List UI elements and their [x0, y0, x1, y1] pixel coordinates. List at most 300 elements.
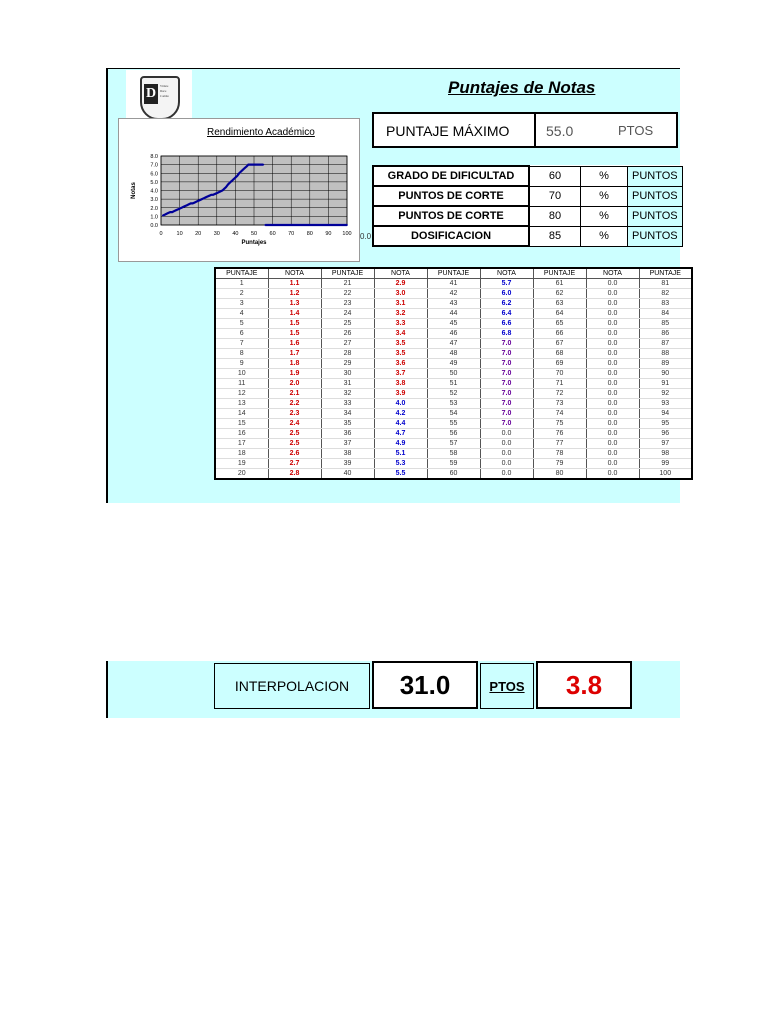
nota-cell: 0.0	[586, 449, 639, 459]
y-tick-label: 5.0	[150, 179, 158, 186]
nota-cell: 4.0	[374, 399, 427, 409]
nota-cell: 3.4	[374, 329, 427, 339]
param-label: GRADO DE DIFICULTAD	[373, 166, 529, 186]
param-value[interactable]: 70	[529, 186, 581, 206]
nota-cell: 3.1	[374, 299, 427, 309]
data-point	[257, 164, 259, 166]
nota-cell: 0.0	[586, 279, 639, 289]
puntaje-cell: 62	[533, 289, 586, 299]
puntaje-cell: 75	[533, 419, 586, 429]
data-point	[281, 224, 283, 226]
puntaje-cell: 20	[215, 469, 268, 480]
nota-cell: 0.0	[586, 339, 639, 349]
puntaje-cell: 46	[427, 329, 480, 339]
puntaje-cell: 66	[533, 329, 586, 339]
column-header: PUNTAJE	[533, 268, 586, 279]
param-unit: PUNTOS	[628, 186, 683, 206]
puntaje-cell: 73	[533, 399, 586, 409]
puntaje-cell: 59	[427, 459, 480, 469]
data-point	[179, 208, 181, 210]
nota-cell: 0.0	[586, 389, 639, 399]
data-point	[328, 224, 330, 226]
nota-cell: 0.0	[480, 429, 533, 439]
param-percent: %	[581, 186, 628, 206]
param-percent: %	[581, 206, 628, 226]
puntaje-cell: 57	[427, 439, 480, 449]
puntaje-cell: 98	[639, 449, 692, 459]
puntaje-cell: 38	[321, 449, 374, 459]
nota-cell: 2.5	[268, 429, 321, 439]
table-row	[215, 449, 692, 459]
nota-cell: 6.2	[480, 299, 533, 309]
param-row	[373, 166, 682, 186]
puntaje-cell: 68	[533, 349, 586, 359]
puntaje-cell: 69	[533, 359, 586, 369]
data-point	[270, 224, 272, 226]
data-point	[300, 224, 302, 226]
data-point	[262, 164, 264, 166]
column-header: PUNTAJE	[215, 268, 268, 279]
data-point	[218, 191, 220, 193]
puntaje-cell: 53	[427, 399, 480, 409]
scores-table	[214, 267, 693, 480]
nota-cell: 0.0	[480, 449, 533, 459]
nota-cell: 2.5	[268, 439, 321, 449]
data-point	[285, 224, 287, 226]
table-row	[215, 409, 692, 419]
data-point	[337, 224, 339, 226]
nota-cell: 1.6	[268, 339, 321, 349]
data-point	[249, 164, 251, 166]
puntaje-cell: 33	[321, 399, 374, 409]
data-point	[216, 192, 218, 194]
logo-motto-1: Virtute	[160, 84, 169, 88]
data-point	[294, 224, 296, 226]
nota-cell: 6.8	[480, 329, 533, 339]
data-point	[231, 180, 233, 182]
puntaje-cell: 11	[215, 379, 268, 389]
puntaje-cell: 80	[533, 469, 586, 480]
data-point	[227, 184, 229, 186]
data-point	[253, 164, 255, 166]
data-point	[333, 224, 335, 226]
nota-cell: 7.0	[480, 389, 533, 399]
data-point	[318, 224, 320, 226]
data-point	[238, 172, 240, 174]
x-tick-label: 0	[159, 231, 163, 237]
table-row	[215, 299, 692, 309]
column-header: NOTA	[268, 268, 321, 279]
stray-value: 0.0	[360, 232, 372, 241]
puntaje-cell: 91	[639, 379, 692, 389]
param-value[interactable]: 60	[529, 166, 581, 186]
data-point	[283, 224, 285, 226]
data-point	[229, 182, 231, 184]
data-point	[190, 203, 192, 205]
nota-cell: 5.3	[374, 459, 427, 469]
puntaje-cell: 31	[321, 379, 374, 389]
nota-cell: 2.1	[268, 389, 321, 399]
nota-cell: 0.0	[586, 299, 639, 309]
data-point	[316, 224, 318, 226]
nota-cell: 3.2	[374, 309, 427, 319]
column-header: NOTA	[586, 268, 639, 279]
nota-cell: 1.9	[268, 369, 321, 379]
puntaje-cell: 23	[321, 299, 374, 309]
table-row	[215, 439, 692, 449]
puntaje-cell: 39	[321, 459, 374, 469]
puntaje-cell: 32	[321, 389, 374, 399]
interpolacion-result: 3.8	[536, 661, 632, 709]
logo-motto-3: Comite	[160, 94, 169, 98]
param-percent: %	[581, 166, 628, 186]
param-unit: PUNTOS	[628, 166, 683, 186]
puntaje-cell: 93	[639, 399, 692, 409]
nota-cell: 7.0	[480, 359, 533, 369]
data-point	[311, 224, 313, 226]
puntaje-cell: 13	[215, 399, 268, 409]
data-point	[329, 224, 331, 226]
table-row	[215, 359, 692, 369]
data-point	[214, 193, 216, 195]
data-point	[341, 224, 343, 226]
nota-cell: 4.9	[374, 439, 427, 449]
puntaje-cell: 7	[215, 339, 268, 349]
puntaje-cell: 70	[533, 369, 586, 379]
puntaje-cell: 90	[639, 369, 692, 379]
table-row	[215, 339, 692, 349]
nota-cell: 5.5	[374, 469, 427, 480]
column-header: PUNTAJE	[321, 268, 374, 279]
data-point	[244, 167, 246, 169]
nota-cell: 1.5	[268, 319, 321, 329]
puntaje-cell: 49	[427, 359, 480, 369]
puntaje-cell: 14	[215, 409, 268, 419]
data-point	[298, 224, 300, 226]
data-point	[207, 196, 209, 198]
puntaje-maximo-value[interactable]: 55.0	[546, 123, 574, 139]
divider	[534, 114, 536, 146]
puntaje-cell: 6	[215, 329, 268, 339]
data-point	[301, 224, 303, 226]
data-point	[166, 213, 168, 215]
y-tick-label: 2.0	[150, 205, 158, 212]
puntaje-cell: 85	[639, 319, 692, 329]
data-point	[322, 224, 324, 226]
table-row	[215, 399, 692, 409]
puntaje-cell: 61	[533, 279, 586, 289]
table-row	[215, 309, 692, 319]
y-tick-label: 6.0	[150, 171, 158, 178]
puntaje-cell: 58	[427, 449, 480, 459]
data-point	[162, 215, 164, 217]
data-point	[272, 224, 274, 226]
puntaje-cell: 9	[215, 359, 268, 369]
nota-cell: 1.1	[268, 279, 321, 289]
puntaje-cell: 54	[427, 409, 480, 419]
data-point	[236, 175, 238, 177]
nota-cell: 0.0	[480, 459, 533, 469]
puntaje-cell: 83	[639, 299, 692, 309]
nota-cell: 0.0	[480, 439, 533, 449]
puntaje-cell: 74	[533, 409, 586, 419]
puntaje-cell: 42	[427, 289, 480, 299]
data-point	[342, 224, 344, 226]
data-point	[201, 198, 203, 200]
puntaje-cell: 43	[427, 299, 480, 309]
data-point	[303, 224, 305, 226]
puntaje-cell: 56	[427, 429, 480, 439]
data-point	[259, 164, 261, 166]
nota-cell: 2.6	[268, 449, 321, 459]
data-point	[314, 224, 316, 226]
puntaje-cell: 27	[321, 339, 374, 349]
data-point	[186, 204, 188, 206]
column-header: PUNTAJE	[427, 268, 480, 279]
data-point	[171, 211, 173, 213]
data-point	[324, 224, 326, 226]
puntaje-cell: 19	[215, 459, 268, 469]
puntaje-cell: 28	[321, 349, 374, 359]
data-point	[313, 224, 315, 226]
param-label: DOSIFICACION	[373, 226, 529, 246]
data-point	[188, 203, 190, 205]
table-row	[215, 329, 692, 339]
data-point	[175, 209, 177, 211]
puntaje-cell: 24	[321, 309, 374, 319]
puntaje-cell: 94	[639, 409, 692, 419]
puntaje-cell: 40	[321, 469, 374, 480]
data-point	[277, 224, 279, 226]
nota-cell: 0.0	[586, 399, 639, 409]
nota-cell: 1.5	[268, 329, 321, 339]
table-row	[215, 279, 692, 289]
x-tick-label: 70	[288, 231, 295, 237]
puntaje-cell: 84	[639, 309, 692, 319]
puntaje-cell: 5	[215, 319, 268, 329]
puntaje-cell: 60	[427, 469, 480, 480]
puntaje-cell: 47	[427, 339, 480, 349]
nota-cell: 0.0	[586, 369, 639, 379]
y-tick-label: 7.0	[150, 162, 158, 169]
x-tick-label: 50	[250, 231, 258, 237]
puntaje-maximo-unit: PTOS	[618, 123, 654, 138]
puntaje-cell: 48	[427, 349, 480, 359]
y-tick-label: 3.0	[150, 197, 158, 204]
nota-cell: 7.0	[480, 379, 533, 389]
table-row	[215, 289, 692, 299]
puntaje-cell: 41	[427, 279, 480, 289]
puntaje-maximo-box	[372, 112, 678, 148]
data-point	[331, 224, 333, 226]
puntaje-cell: 17	[215, 439, 268, 449]
puntaje-cell: 89	[639, 359, 692, 369]
y-axis-label: Notas	[131, 182, 137, 199]
puntaje-cell: 65	[533, 319, 586, 329]
nota-cell: 2.2	[268, 399, 321, 409]
nota-cell: 3.5	[374, 349, 427, 359]
data-point	[326, 224, 328, 226]
param-row	[373, 226, 682, 246]
puntaje-cell: 29	[321, 359, 374, 369]
data-point	[255, 164, 257, 166]
nota-cell: 1.4	[268, 309, 321, 319]
param-value[interactable]: 80	[529, 206, 581, 226]
puntaje-cell: 77	[533, 439, 586, 449]
nota-cell: 6.6	[480, 319, 533, 329]
nota-cell: 5.1	[374, 449, 427, 459]
data-point	[195, 201, 197, 203]
y-tick-label: 8.0	[150, 154, 158, 160]
interpolacion-unit: PTOS	[480, 663, 534, 709]
table-row	[215, 389, 692, 399]
param-label: PUNTOS DE CORTE	[373, 206, 529, 226]
table-row	[215, 349, 692, 359]
data-point	[248, 164, 250, 166]
data-point	[235, 177, 237, 179]
data-point	[182, 206, 184, 208]
puntaje-cell: 78	[533, 449, 586, 459]
shield-icon: D Virtute Duce Comite	[140, 76, 180, 120]
data-point	[197, 200, 199, 202]
nota-cell: 0.0	[586, 359, 639, 369]
puntaje-cell: 88	[639, 349, 692, 359]
nota-cell: 7.0	[480, 339, 533, 349]
nota-cell: 1.2	[268, 289, 321, 299]
puntaje-cell: 22	[321, 289, 374, 299]
puntaje-cell: 44	[427, 309, 480, 319]
puntaje-cell: 79	[533, 459, 586, 469]
x-tick-label: 40	[232, 231, 239, 237]
puntaje-cell: 18	[215, 449, 268, 459]
data-point	[251, 164, 253, 166]
puntaje-cell: 67	[533, 339, 586, 349]
nota-cell: 7.0	[480, 419, 533, 429]
param-unit: PUNTOS	[628, 206, 683, 226]
nota-cell: 2.8	[268, 469, 321, 480]
data-point	[307, 224, 309, 226]
data-point	[199, 199, 201, 201]
nota-cell: 3.6	[374, 359, 427, 369]
data-point	[274, 224, 276, 226]
data-point	[203, 197, 205, 199]
column-header: NOTA	[480, 268, 533, 279]
nota-cell: 1.8	[268, 359, 321, 369]
nota-cell: 2.3	[268, 409, 321, 419]
nota-cell: 0.0	[586, 379, 639, 389]
param-value[interactable]: 85	[529, 226, 581, 246]
puntaje-cell: 72	[533, 389, 586, 399]
nota-cell: 3.5	[374, 339, 427, 349]
data-point	[223, 188, 225, 190]
data-point	[173, 210, 175, 212]
y-tick-label: 0.0	[150, 223, 158, 229]
data-point	[320, 224, 322, 226]
x-tick-label: 20	[195, 231, 202, 237]
nota-cell: 7.0	[480, 369, 533, 379]
data-point	[287, 224, 289, 226]
data-point	[309, 224, 311, 226]
puntaje-maximo-label: PUNTAJE MÁXIMO	[386, 123, 510, 139]
nota-cell: 1.3	[268, 299, 321, 309]
page-title: Puntajes de Notas	[448, 78, 596, 97]
puntaje-cell: 2	[215, 289, 268, 299]
nota-cell: 4.7	[374, 429, 427, 439]
x-tick-label: 90	[325, 231, 332, 237]
y-tick-label: 1.0	[150, 214, 158, 221]
nota-cell: 1.7	[268, 349, 321, 359]
puntaje-cell: 99	[639, 459, 692, 469]
puntaje-cell: 10	[215, 369, 268, 379]
nota-cell: 0.0	[586, 349, 639, 359]
data-point	[220, 190, 222, 192]
chart-svg	[119, 119, 359, 261]
data-point	[279, 224, 281, 226]
nota-cell: 4.2	[374, 409, 427, 419]
nota-cell: 6.4	[480, 309, 533, 319]
param-row	[373, 186, 682, 206]
nota-cell: 0.0	[480, 469, 533, 480]
table-row	[215, 319, 692, 329]
nota-cell: 0.0	[586, 439, 639, 449]
puntaje-cell: 3	[215, 299, 268, 309]
data-point	[192, 203, 194, 205]
puntaje-cell: 15	[215, 419, 268, 429]
data-point	[240, 171, 242, 173]
params-table	[372, 165, 683, 247]
data-point	[339, 224, 341, 226]
nota-cell: 0.0	[586, 329, 639, 339]
puntaje-cell: 92	[639, 389, 692, 399]
nota-cell: 4.4	[374, 419, 427, 429]
puntaje-cell: 50	[427, 369, 480, 379]
param-percent: %	[581, 226, 628, 246]
data-point	[221, 190, 223, 192]
puntaje-cell: 81	[639, 279, 692, 289]
chart	[118, 118, 360, 262]
data-point	[288, 224, 290, 226]
data-point	[246, 165, 248, 167]
nota-cell: 2.4	[268, 419, 321, 429]
data-point	[261, 164, 263, 166]
x-axis-label: Puntajes	[241, 240, 267, 246]
nota-cell: 3.3	[374, 319, 427, 329]
param-unit: PUNTOS	[628, 226, 683, 246]
data-point	[225, 186, 227, 188]
data-point	[266, 224, 268, 226]
puntaje-cell: 1	[215, 279, 268, 289]
puntaje-cell: 82	[639, 289, 692, 299]
data-point	[264, 224, 266, 226]
column-header: PUNTAJE	[639, 268, 692, 279]
puntaje-cell: 71	[533, 379, 586, 389]
data-point	[212, 194, 214, 196]
puntaje-cell: 25	[321, 319, 374, 329]
puntaje-cell: 55	[427, 419, 480, 429]
nota-cell: 0.0	[586, 289, 639, 299]
data-point	[164, 214, 166, 216]
x-tick-label: 10	[176, 231, 183, 237]
data-point	[292, 224, 294, 226]
nota-cell: 0.0	[586, 419, 639, 429]
data-point	[242, 169, 244, 171]
data-point	[181, 207, 183, 209]
column-header: NOTA	[374, 268, 427, 279]
interpolacion-input[interactable]: 31.0	[372, 661, 478, 709]
puntaje-cell: 21	[321, 279, 374, 289]
puntaje-cell: 52	[427, 389, 480, 399]
data-point	[290, 224, 292, 226]
